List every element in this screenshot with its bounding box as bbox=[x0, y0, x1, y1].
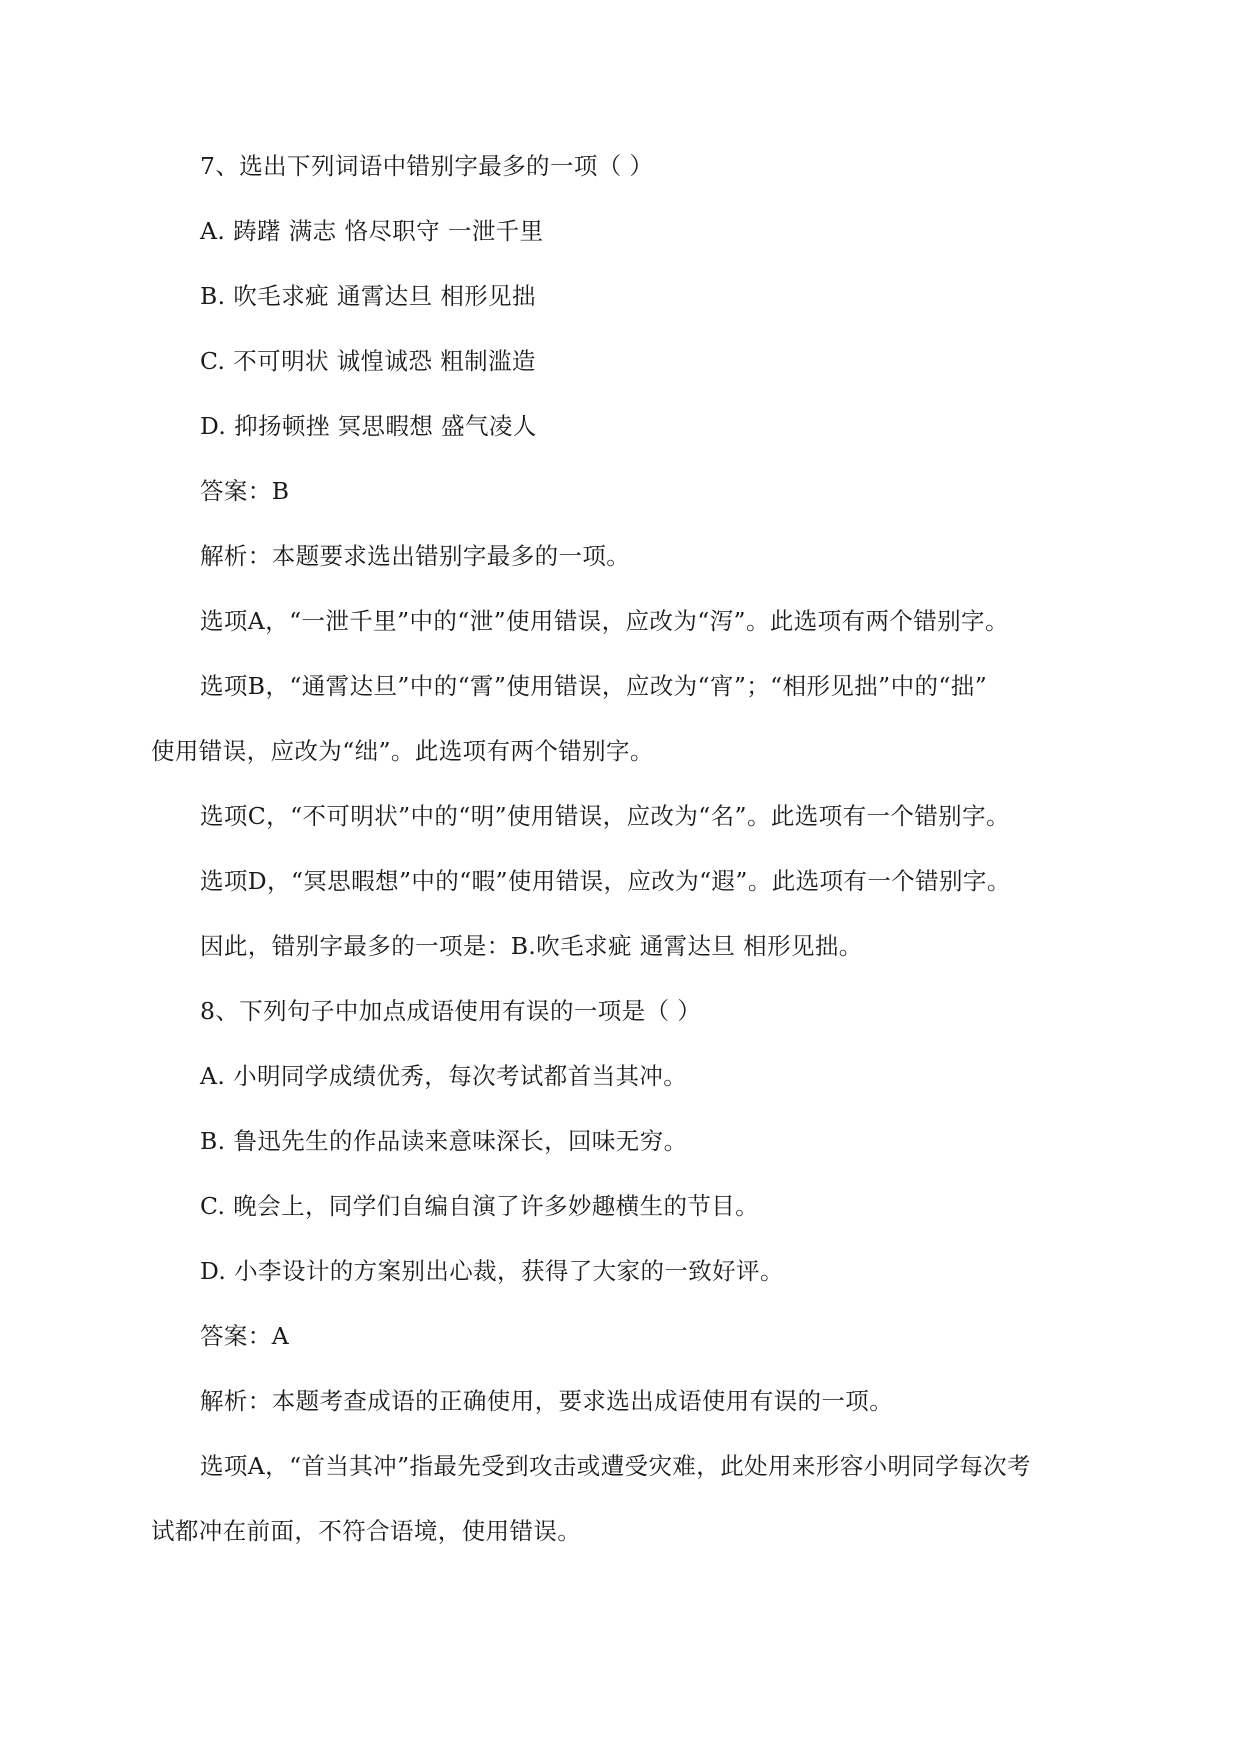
q7-option-b: B. 吹毛求疵 通霄达旦 相形见拙 bbox=[200, 282, 536, 310]
q8-analysis-option-a: 选项A，“首当其冲”指最先受到攻击或遭受灾难，此处用来形容小明同学每次考 bbox=[200, 1452, 1031, 1480]
q7-analysis-option-b-cont: 使用错误，应改为“绌”。此选项有两个错别字。 bbox=[151, 737, 654, 765]
q7-analysis-option-b: 选项B，“通霄达旦”中的“霄”使用错误，应改为“宵”；“相形见拙”中的“拙” bbox=[200, 672, 988, 700]
q7-answer: 答案：B bbox=[200, 477, 290, 505]
q7-analysis-intro: 解析：本题要求选出错别字最多的一项。 bbox=[200, 542, 631, 570]
q7-analysis-option-a: 选项A，“一泄千里”中的“泄”使用错误，应改为“泻”。此选项有两个错别字。 bbox=[200, 607, 1009, 635]
q7-analysis-conclusion: 因此，错别字最多的一项是：B.吹毛求疵 通霄达旦 相形见拙。 bbox=[200, 932, 863, 960]
q7-option-c: C. 不可明状 诚惶诚恐 粗制滥造 bbox=[200, 347, 536, 375]
q8-analysis-intro: 解析：本题考查成语的正确使用，要求选出成语使用有误的一项。 bbox=[200, 1387, 894, 1415]
q7-option-a: A. 踌躇 满志 恪尽职守 一泄千里 bbox=[200, 217, 544, 245]
q8-option-a: A. 小明同学成绩优秀，每次考试都首当其冲。 bbox=[200, 1062, 688, 1090]
q8-option-d: D. 小李设计的方案别出心裁，获得了大家的一致好评。 bbox=[200, 1257, 784, 1285]
q7-option-d: D. 抑扬顿挫 冥思暇想 盛气凌人 bbox=[200, 412, 537, 440]
q8-option-c: C. 晚会上，同学们自编自演了许多妙趣横生的节目。 bbox=[200, 1192, 760, 1220]
q8-option-b: B. 鲁迅先生的作品读来意味深长，回味无穷。 bbox=[200, 1127, 688, 1155]
question-7: 7、选出下列词语中错别字最多的一项（ ） bbox=[200, 152, 654, 180]
q7-analysis-option-c: 选项C，“不可明状”中的“明”使用错误，应改为“名”。此选项有一个错别字。 bbox=[200, 802, 1010, 830]
q8-analysis-option-a-cont: 试都冲在前面，不符合语境，使用错误。 bbox=[151, 1517, 582, 1545]
question-8: 8、下列句子中加点成语使用有误的一项是（ ） bbox=[200, 997, 702, 1025]
q7-analysis-option-d: 选项D，“冥思暇想”中的“暇”使用错误，应改为“遐”。此选项有一个错别字。 bbox=[200, 867, 1011, 895]
q8-answer: 答案：A bbox=[200, 1322, 290, 1350]
